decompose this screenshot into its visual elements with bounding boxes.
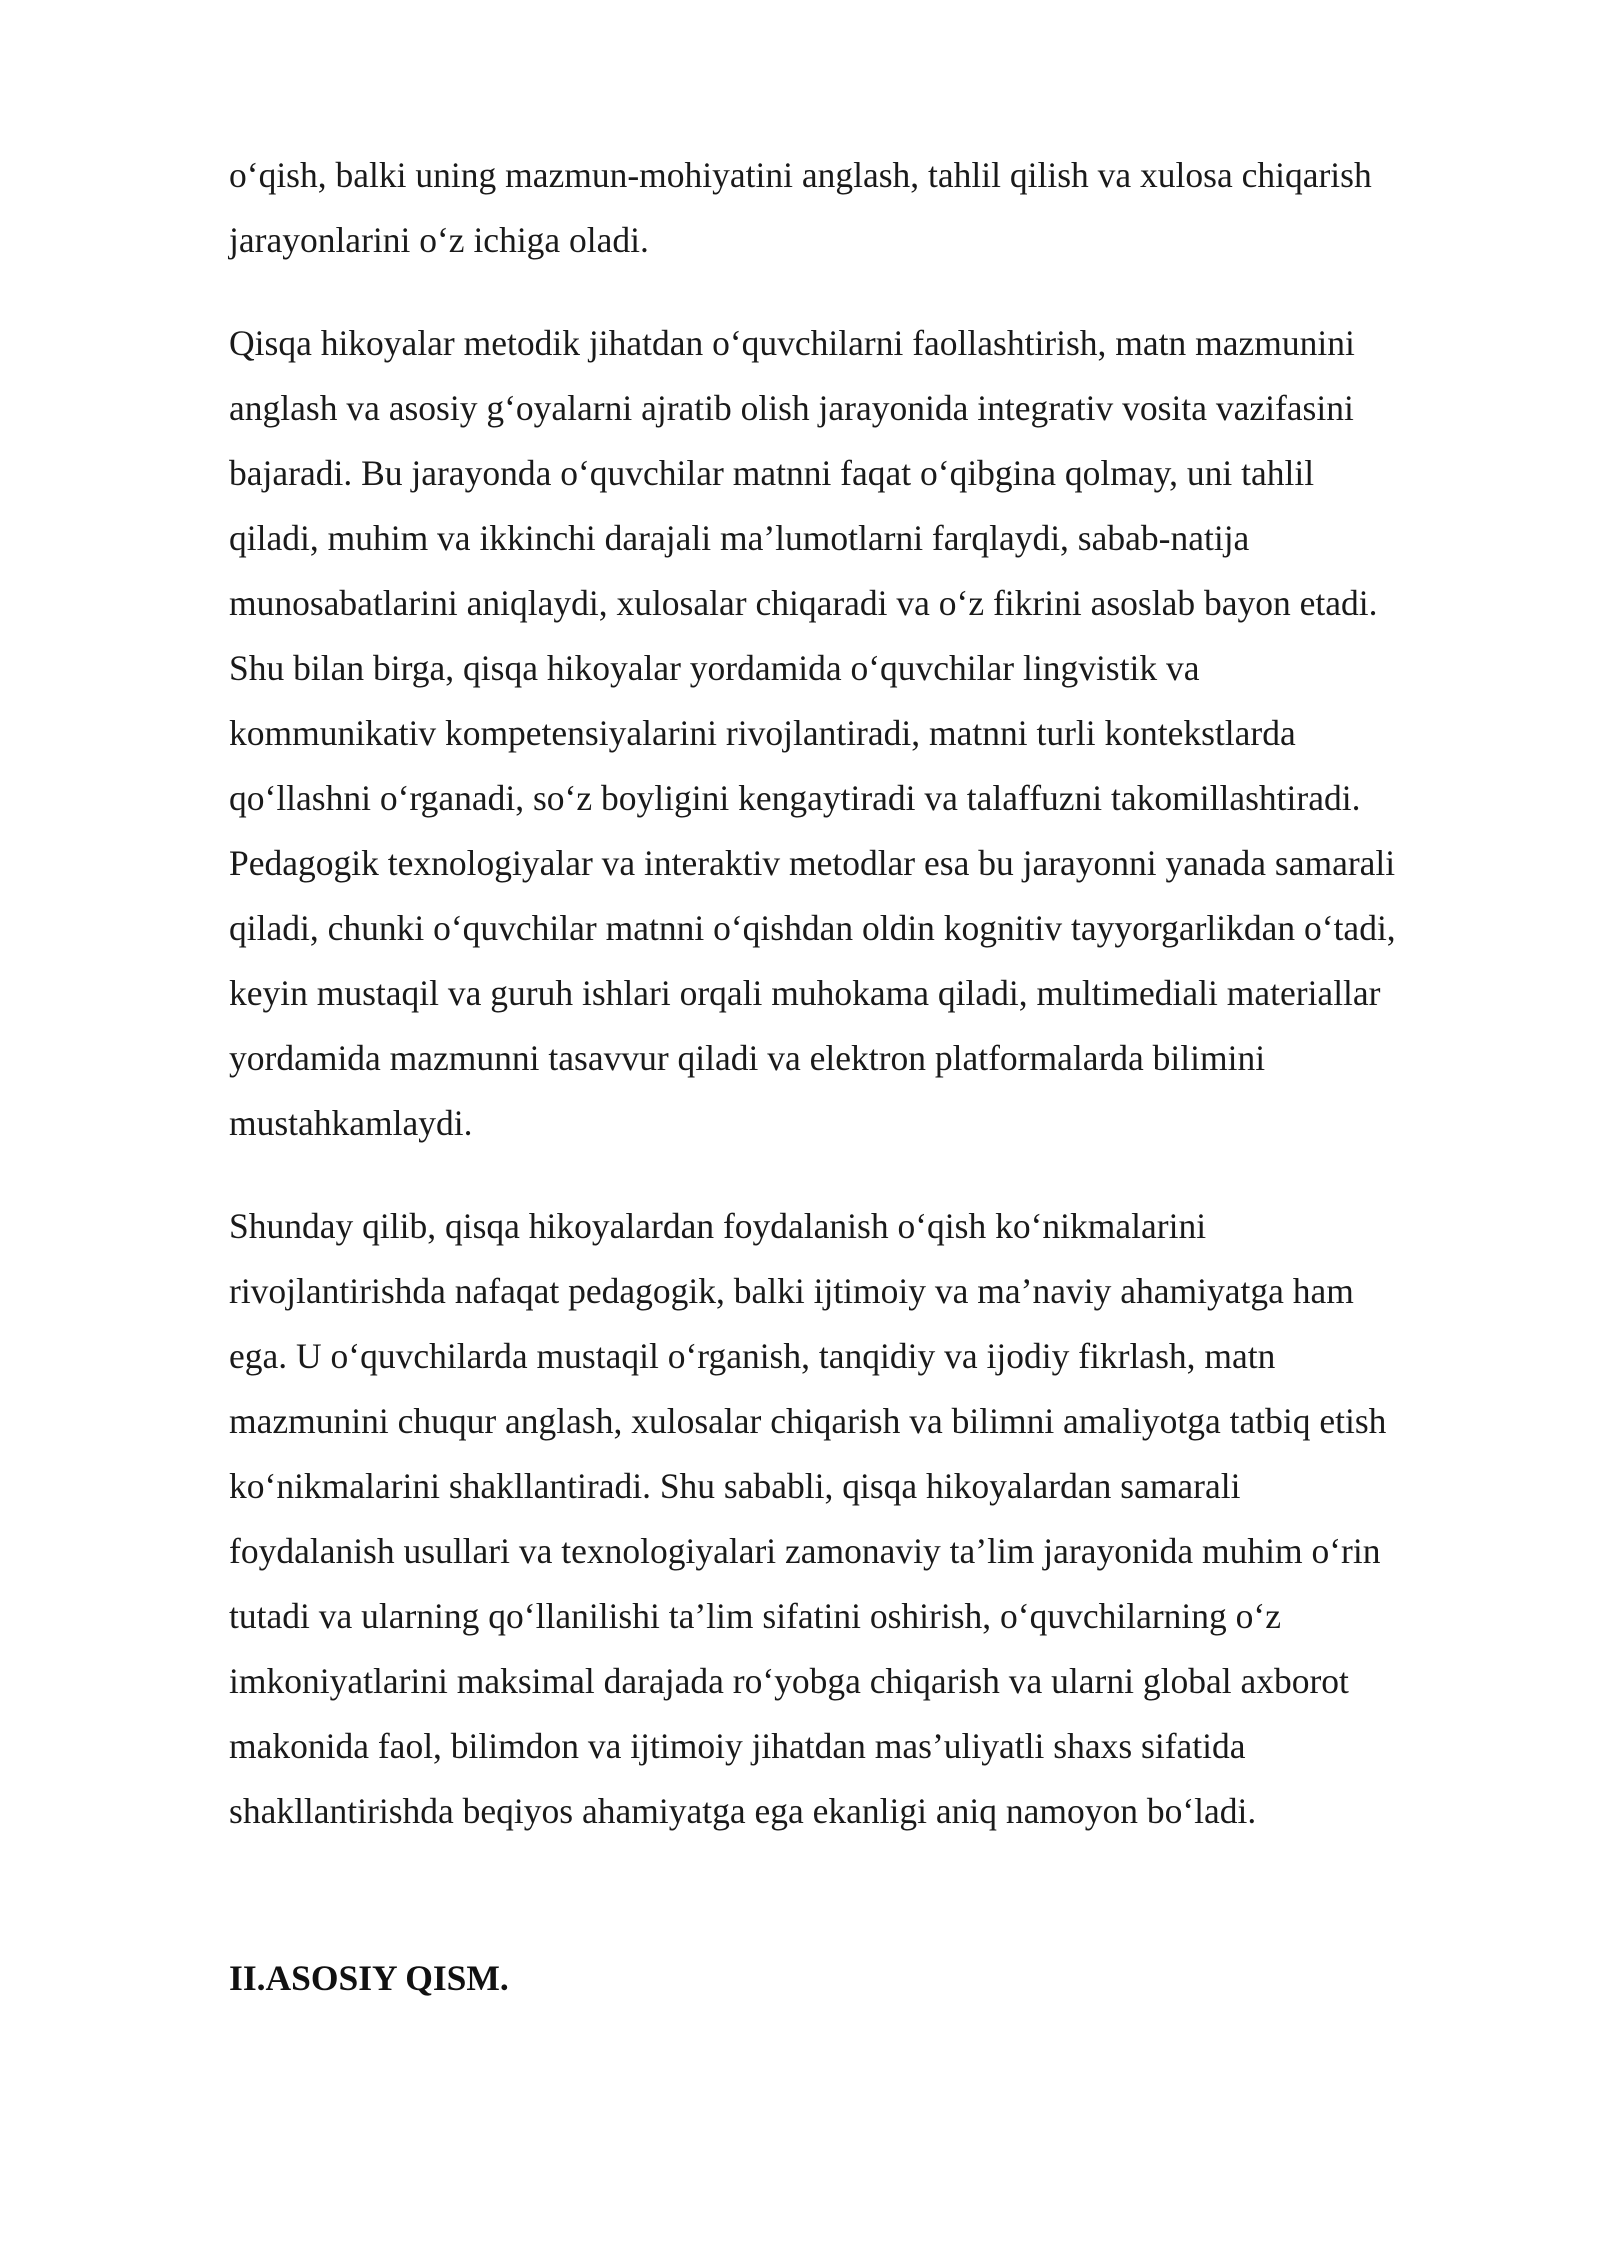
paragraph-line: Pedagogik texnologiyalar va interaktiv metodlar esa bu jarayonni yanada samarali <box>229 843 1396 883</box>
paragraph-line: imkoniyatlarini maksimal darajada ro‘yobga chiqarish va ularni global axborot <box>229 1661 1349 1701</box>
paragraph-line: bajaradi. Bu jarayonda o‘quvchilar matnni faqat o‘qibgina qolmay, uni tahlil <box>229 453 1315 493</box>
section-heading: II.ASOSIY QISM. <box>229 1958 509 1998</box>
paragraph-line: makonida faol, bilimdon va ijtimoiy jihatdan mas’uliyatli shaxs sifatida <box>229 1726 1246 1766</box>
paragraph-line: Qisqa hikoyalar metodik jihatdan o‘quvchilarni faollashtirish, matn mazmunini <box>229 323 1355 363</box>
paragraph-line: rivojlantirishda nafaqat pedagogik, balki ijtimoiy va ma’naviy ahamiyatga ham <box>229 1271 1354 1311</box>
paragraph-line: mustahkamlaydi. <box>229 1103 473 1143</box>
paragraph-line: mazmunini chuqur anglash, xulosalar chiqarish va bilimni amaliyotga tatbiq etish <box>229 1401 1387 1441</box>
paragraph-line: qo‘llashni o‘rganadi, so‘z boyligini kengaytiradi va talaffuzni takomillashtiradi. <box>229 778 1361 818</box>
paragraph-line: ko‘nikmalarini shakllantiradi. Shu sababli, qisqa hikoyalardan samarali <box>229 1466 1241 1506</box>
paragraph-line: shakllantirishda beqiyos ahamiyatga ega ekanligi aniq namoyon bo‘ladi. <box>229 1791 1257 1831</box>
paragraph-3 <box>229 1194 1479 1844</box>
paragraph-line: kommunikativ kompetensiyalarini rivojlantiradi, matnni turli kontekstlarda <box>229 713 1296 753</box>
paragraph-line: Shu bilan birga, qisqa hikoyalar yordamida o‘quvchilar lingvistik va <box>229 648 1200 688</box>
paragraph-line: tutadi va ularning qo‘llanilishi ta’lim sifatini oshirish, o‘quvchilarning o‘z <box>229 1596 1281 1636</box>
paragraph-line: yordamida mazmunni tasavvur qiladi va elektron platformalarda bilimini <box>229 1038 1266 1078</box>
paragraph-line: ega. U o‘quvchilarda mustaqil o‘rganish, tanqidiy va ijodiy fikrlash, matn <box>229 1336 1276 1376</box>
paragraph-line: keyin mustaqil va guruh ishlari orqali muhokama qiladi, multimediali materiallar <box>229 973 1381 1013</box>
paragraph-line: o‘qish, balki uning mazmun-mohiyatini anglash, tahlil qilish va xulosa chiqarish <box>229 155 1372 195</box>
paragraph-line: Shunday qilib, qisqa hikoyalardan foydalanish o‘qish ko‘nikmalarini <box>229 1206 1207 1246</box>
paragraph-line: munosabatlarini aniqlaydi, xulosalar chiqaradi va o‘z fikrini asoslab bayon etadi. <box>229 583 1378 623</box>
paragraph-line: anglash va asosiy g‘oyalarni ajratib olish jarayonida integrativ vosita vazifasini <box>229 388 1354 428</box>
paragraph-2 <box>229 311 1479 1156</box>
paragraph-line: qiladi, muhim va ikkinchi darajali ma’lumotlarni farqlaydi, sabab-natija <box>229 518 1250 558</box>
paragraph-line: jarayonlarini o‘z ichiga oladi. <box>229 220 649 260</box>
paragraph-line: foydalanish usullari va texnologiyalari zamonaviy ta’lim jarayonida muhim o‘rin <box>229 1531 1381 1571</box>
paragraph-1 <box>229 143 1479 273</box>
paragraph-line: qiladi, chunki o‘quvchilar matnni o‘qishdan oldin kognitiv tayyorgarlikdan o‘tadi, <box>229 908 1396 948</box>
